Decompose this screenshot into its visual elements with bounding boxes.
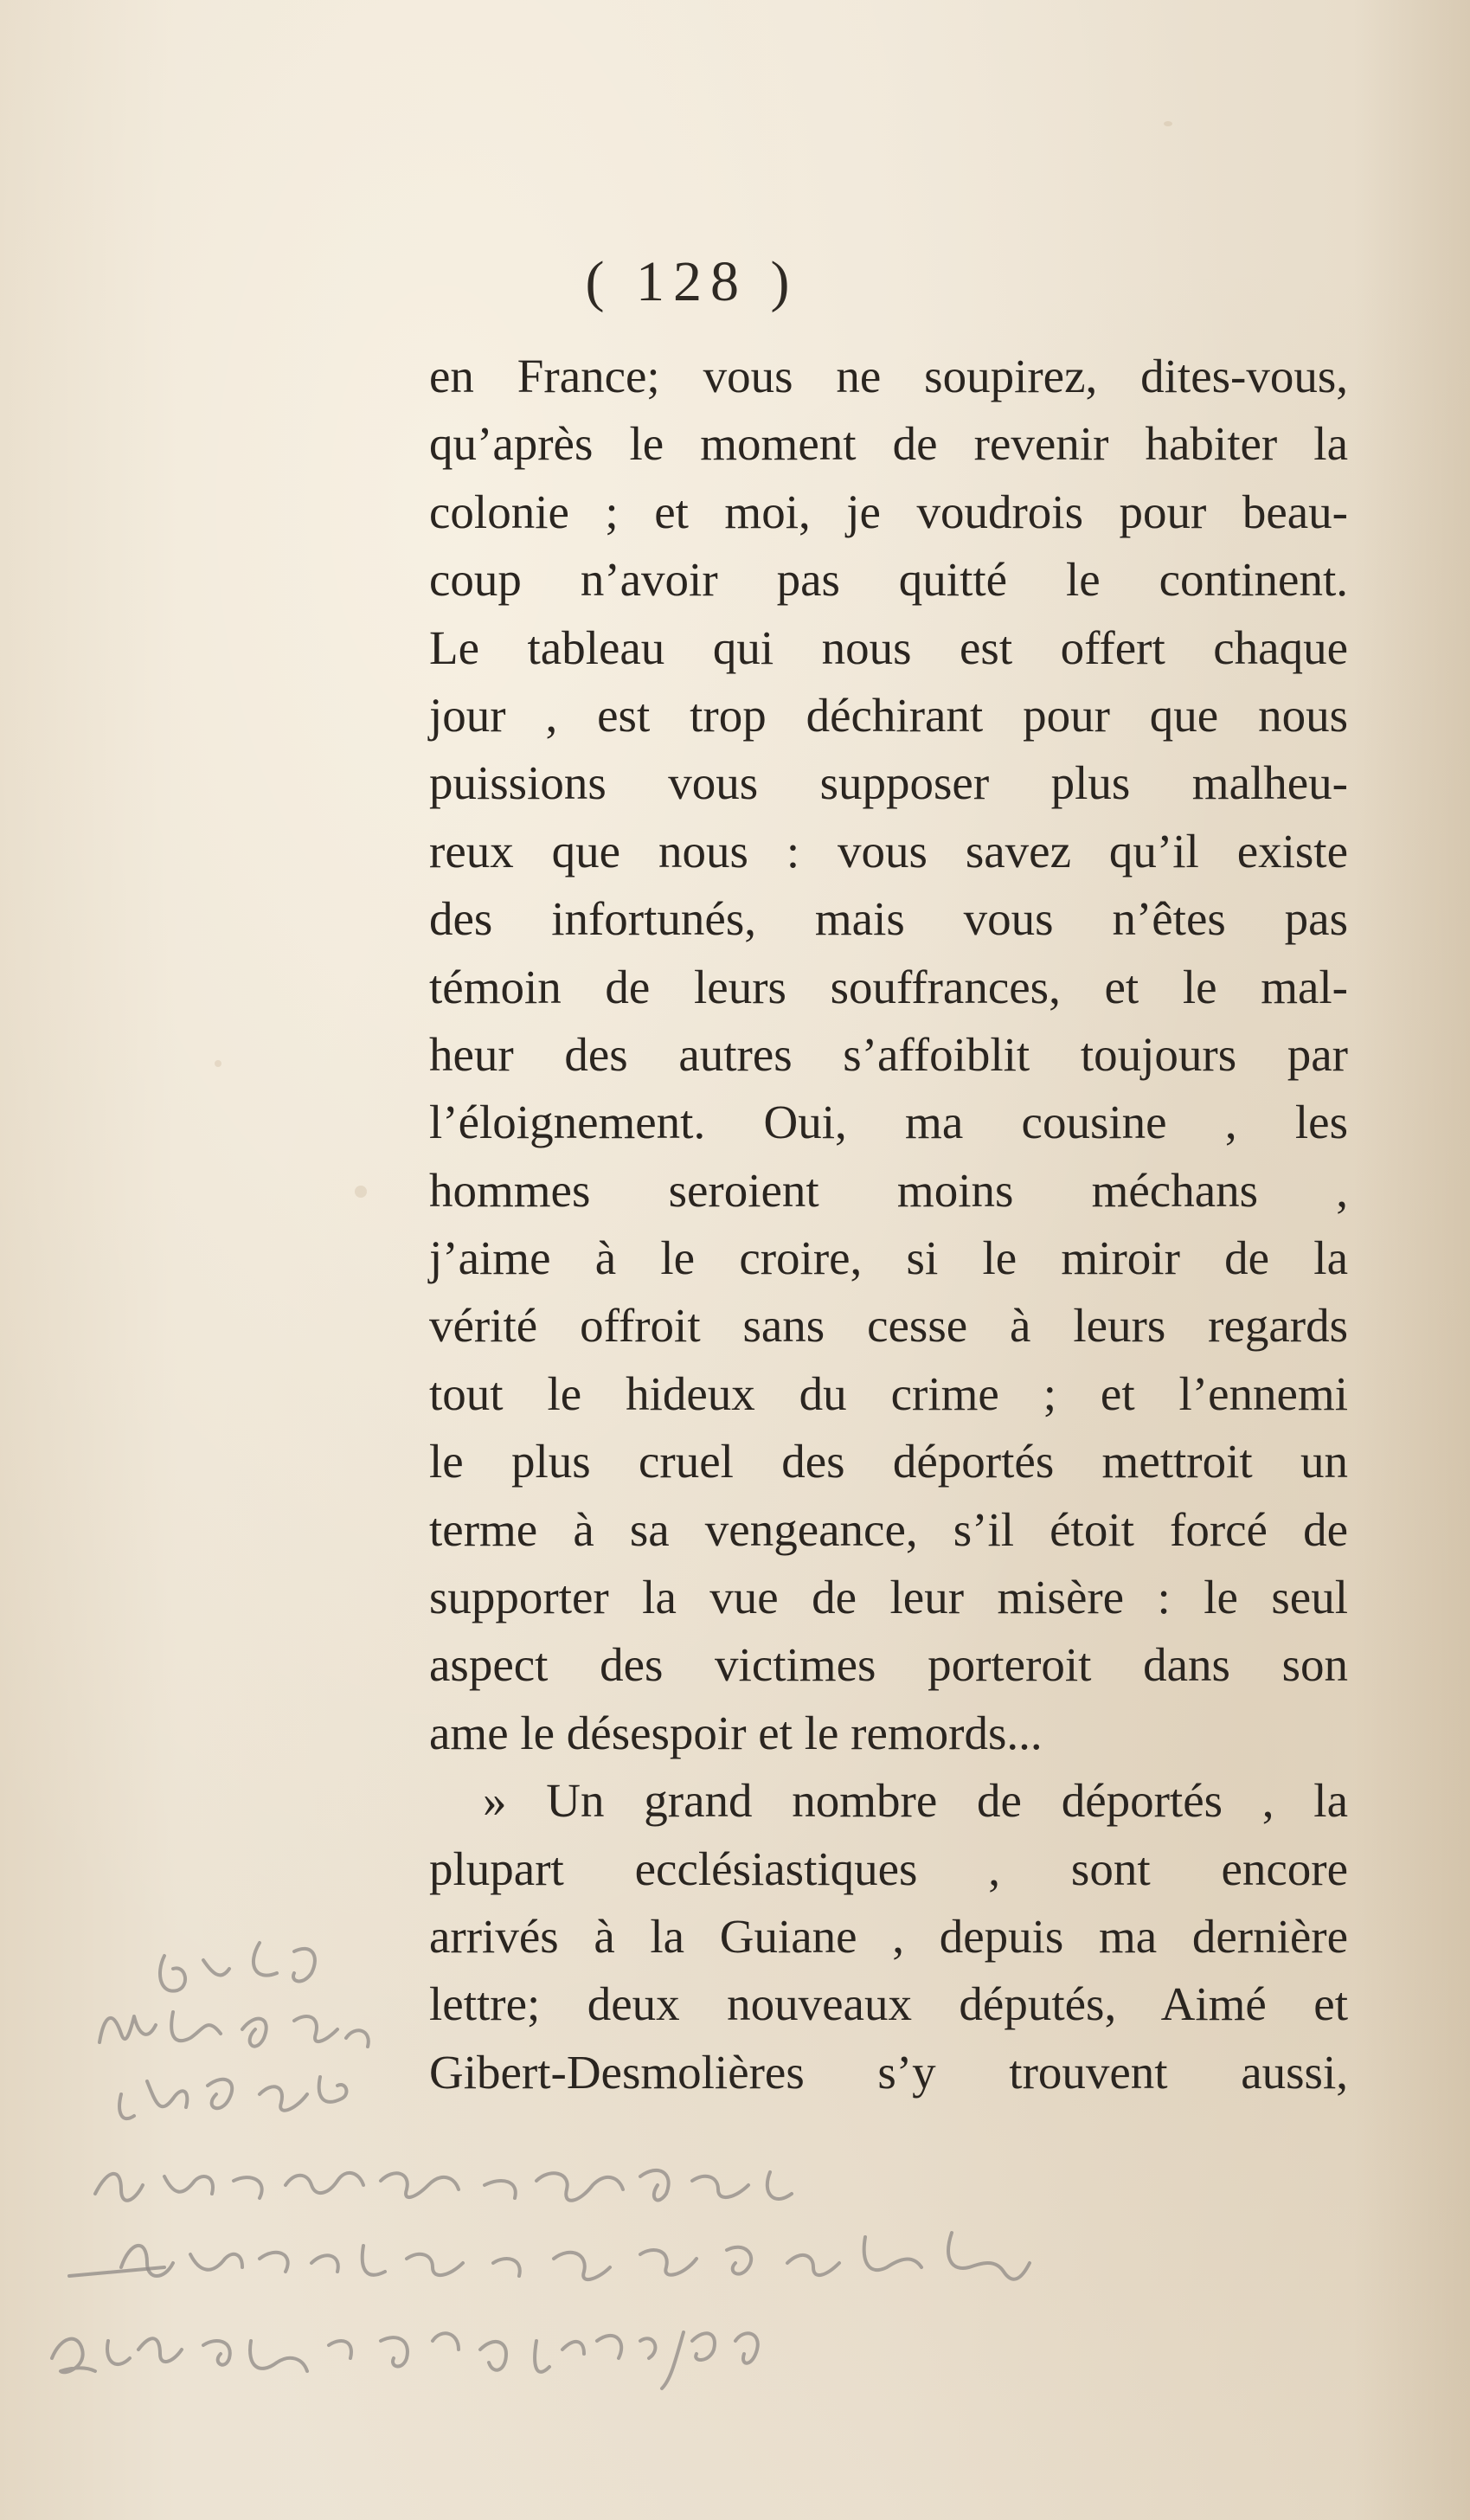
paper-stain xyxy=(355,1186,367,1198)
text-line: » Un grand nombre de déportés , la xyxy=(483,1774,1348,1828)
paper-stain xyxy=(215,1060,221,1067)
text-line: puissions vous supposer plus malheu- xyxy=(429,756,1348,810)
text-line: l’éloignement. Oui, ma cousine , les xyxy=(429,1096,1348,1149)
text-line: le plus cruel des déportés mettroit un xyxy=(429,1435,1348,1488)
text-line: des infortunés, mais vous n’êtes pas xyxy=(429,892,1348,946)
text-line: plupart ecclésiastiques , sont encore xyxy=(429,1842,1348,1895)
paper-stain xyxy=(1164,121,1172,126)
text-line: tout le hideux du crime ; et l’ennemi xyxy=(429,1366,1348,1420)
text-line: vérité offroit sans cesse à leurs regards xyxy=(429,1299,1348,1353)
handwritten-pencil-note xyxy=(35,1934,1384,2419)
text-line: aspect des victimes porteroit dans son xyxy=(429,1638,1348,1692)
text-line: en France; vous ne soupirez, dites-vous, xyxy=(429,350,1348,402)
text-line: reux que nous : vous savez qu’il existe xyxy=(429,824,1348,878)
text-line: terme à sa vengeance, s’il étoit forcé de xyxy=(429,1502,1348,1556)
text-line: heur des autres s’affoiblit toujours par xyxy=(429,1027,1348,1081)
text-line: supporter la vue de leur misère : le seul xyxy=(429,1571,1348,1624)
text-line: hommes seroient moins méchans , xyxy=(429,1163,1348,1217)
text-line: colonie ; et moi, je voudrois pour beau- xyxy=(429,485,1348,538)
text-line: témoin de leurs souffrances, et le mal- xyxy=(429,960,1348,1013)
page-number: ( 128 ) xyxy=(585,250,799,313)
text-line: j’aime à le croire, si le miroir de la xyxy=(429,1231,1348,1285)
text-line: ame le désespoir et le remords... xyxy=(429,1706,1043,1759)
text-line: Gibert-Desmolières s’y trouvent aussi, xyxy=(429,2045,1348,2099)
text-line: qu’après le moment de revenir habiter la xyxy=(429,417,1348,471)
text-line: arrivés à la Guiane , depuis ma dernière xyxy=(429,1909,1348,1963)
body-text xyxy=(429,343,1348,2106)
text-line: jour , est trop déchirant pour que nous xyxy=(429,688,1348,742)
text-line: lettre; deux nouveaux députés, Aimé et xyxy=(429,1977,1348,2031)
text-line: coup n’avoir pas quitté le continent. xyxy=(429,553,1348,607)
text-line: Le tableau qui nous est offert chaque xyxy=(429,620,1348,674)
